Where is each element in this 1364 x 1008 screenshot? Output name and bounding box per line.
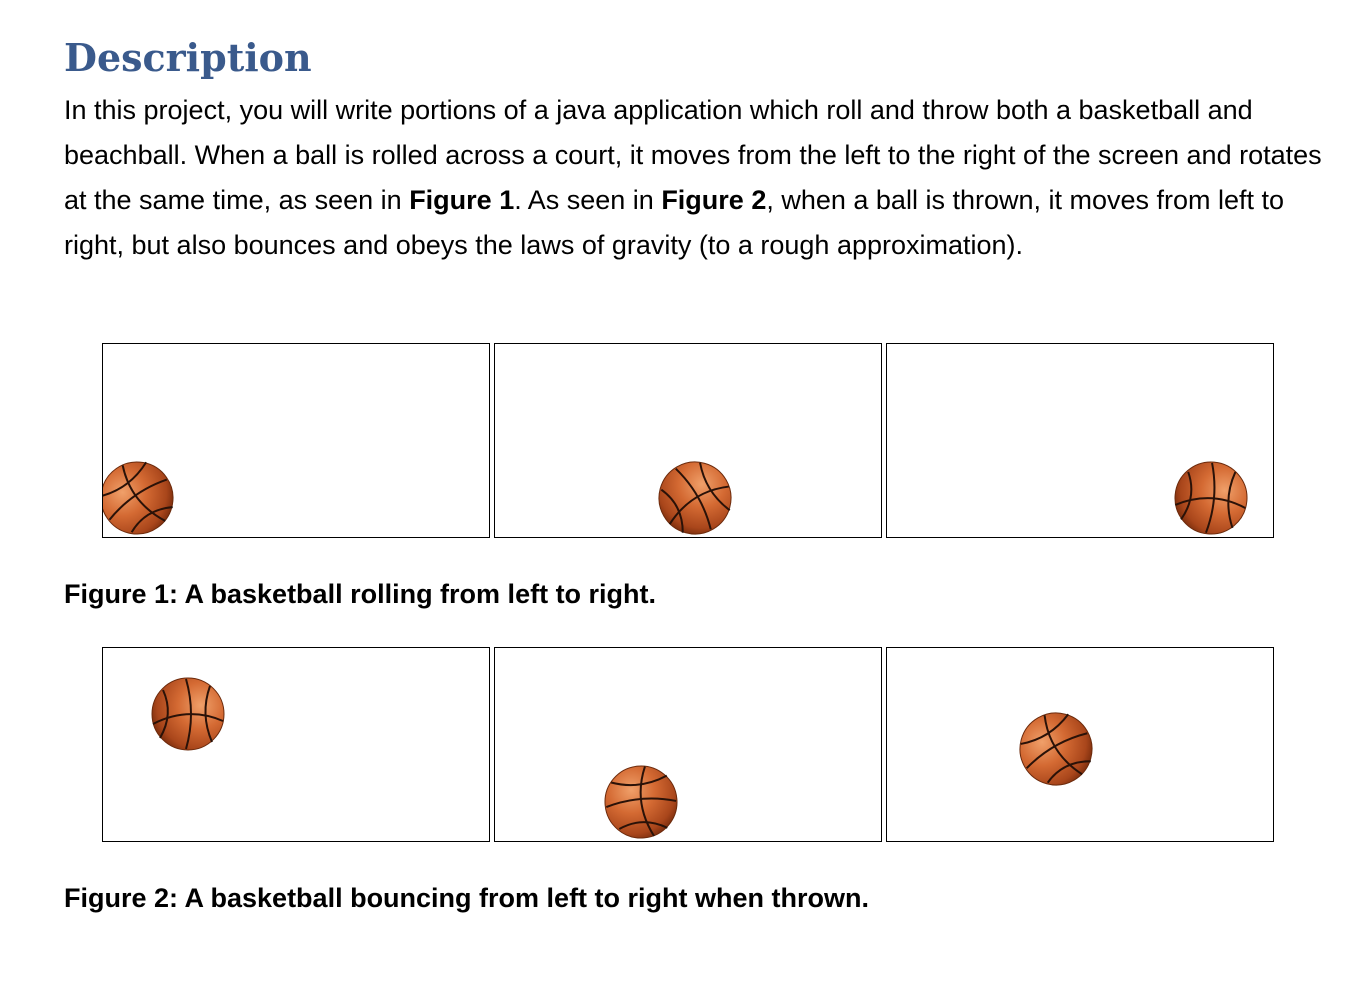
figure-1-frame-2 — [494, 343, 882, 538]
figure-1-reference: Figure 1 — [409, 185, 515, 215]
basketball-icon — [150, 676, 226, 752]
figure-2-frame-1 — [102, 647, 490, 842]
description-paragraph — [64, 88, 1324, 268]
figure-2-frames — [102, 647, 1274, 842]
figure-1-caption: Figure 1: A basketball rolling from left to right. — [64, 579, 657, 609]
basketball-icon — [600, 761, 682, 842]
figure-2-caption: Figure 2: A basketball bouncing from left to right when thrown. — [64, 883, 870, 913]
paragraph-text-1: In this project, you will write portions of a java application which roll and throw both a basketball and beachball. When a ball is rolled across a court, it moves from the left to the right of the screen and rotates at the same time, as seen in — [64, 95, 1322, 215]
basketball-icon — [1170, 457, 1252, 538]
paragraph-text-3: , when a ball is thrown, it moves from left to right, but also bounces and obeys the laws of gravity (to a rough approximation). — [64, 185, 1285, 260]
figure-1-frame-1 — [102, 343, 490, 538]
basketball-icon — [1004, 697, 1108, 801]
basketball-icon — [643, 446, 747, 538]
section-heading: Description — [64, 35, 312, 80]
figure-1-frames — [102, 343, 1274, 538]
figure-2-frame-3 — [886, 647, 1274, 842]
paragraph-text-2: . As seen in — [514, 185, 662, 215]
figure-2-reference: Figure 2 — [661, 185, 767, 215]
figure-1-frame-3 — [886, 343, 1274, 538]
figure-2-frame-2 — [494, 647, 882, 842]
basketball-icon — [102, 445, 190, 538]
